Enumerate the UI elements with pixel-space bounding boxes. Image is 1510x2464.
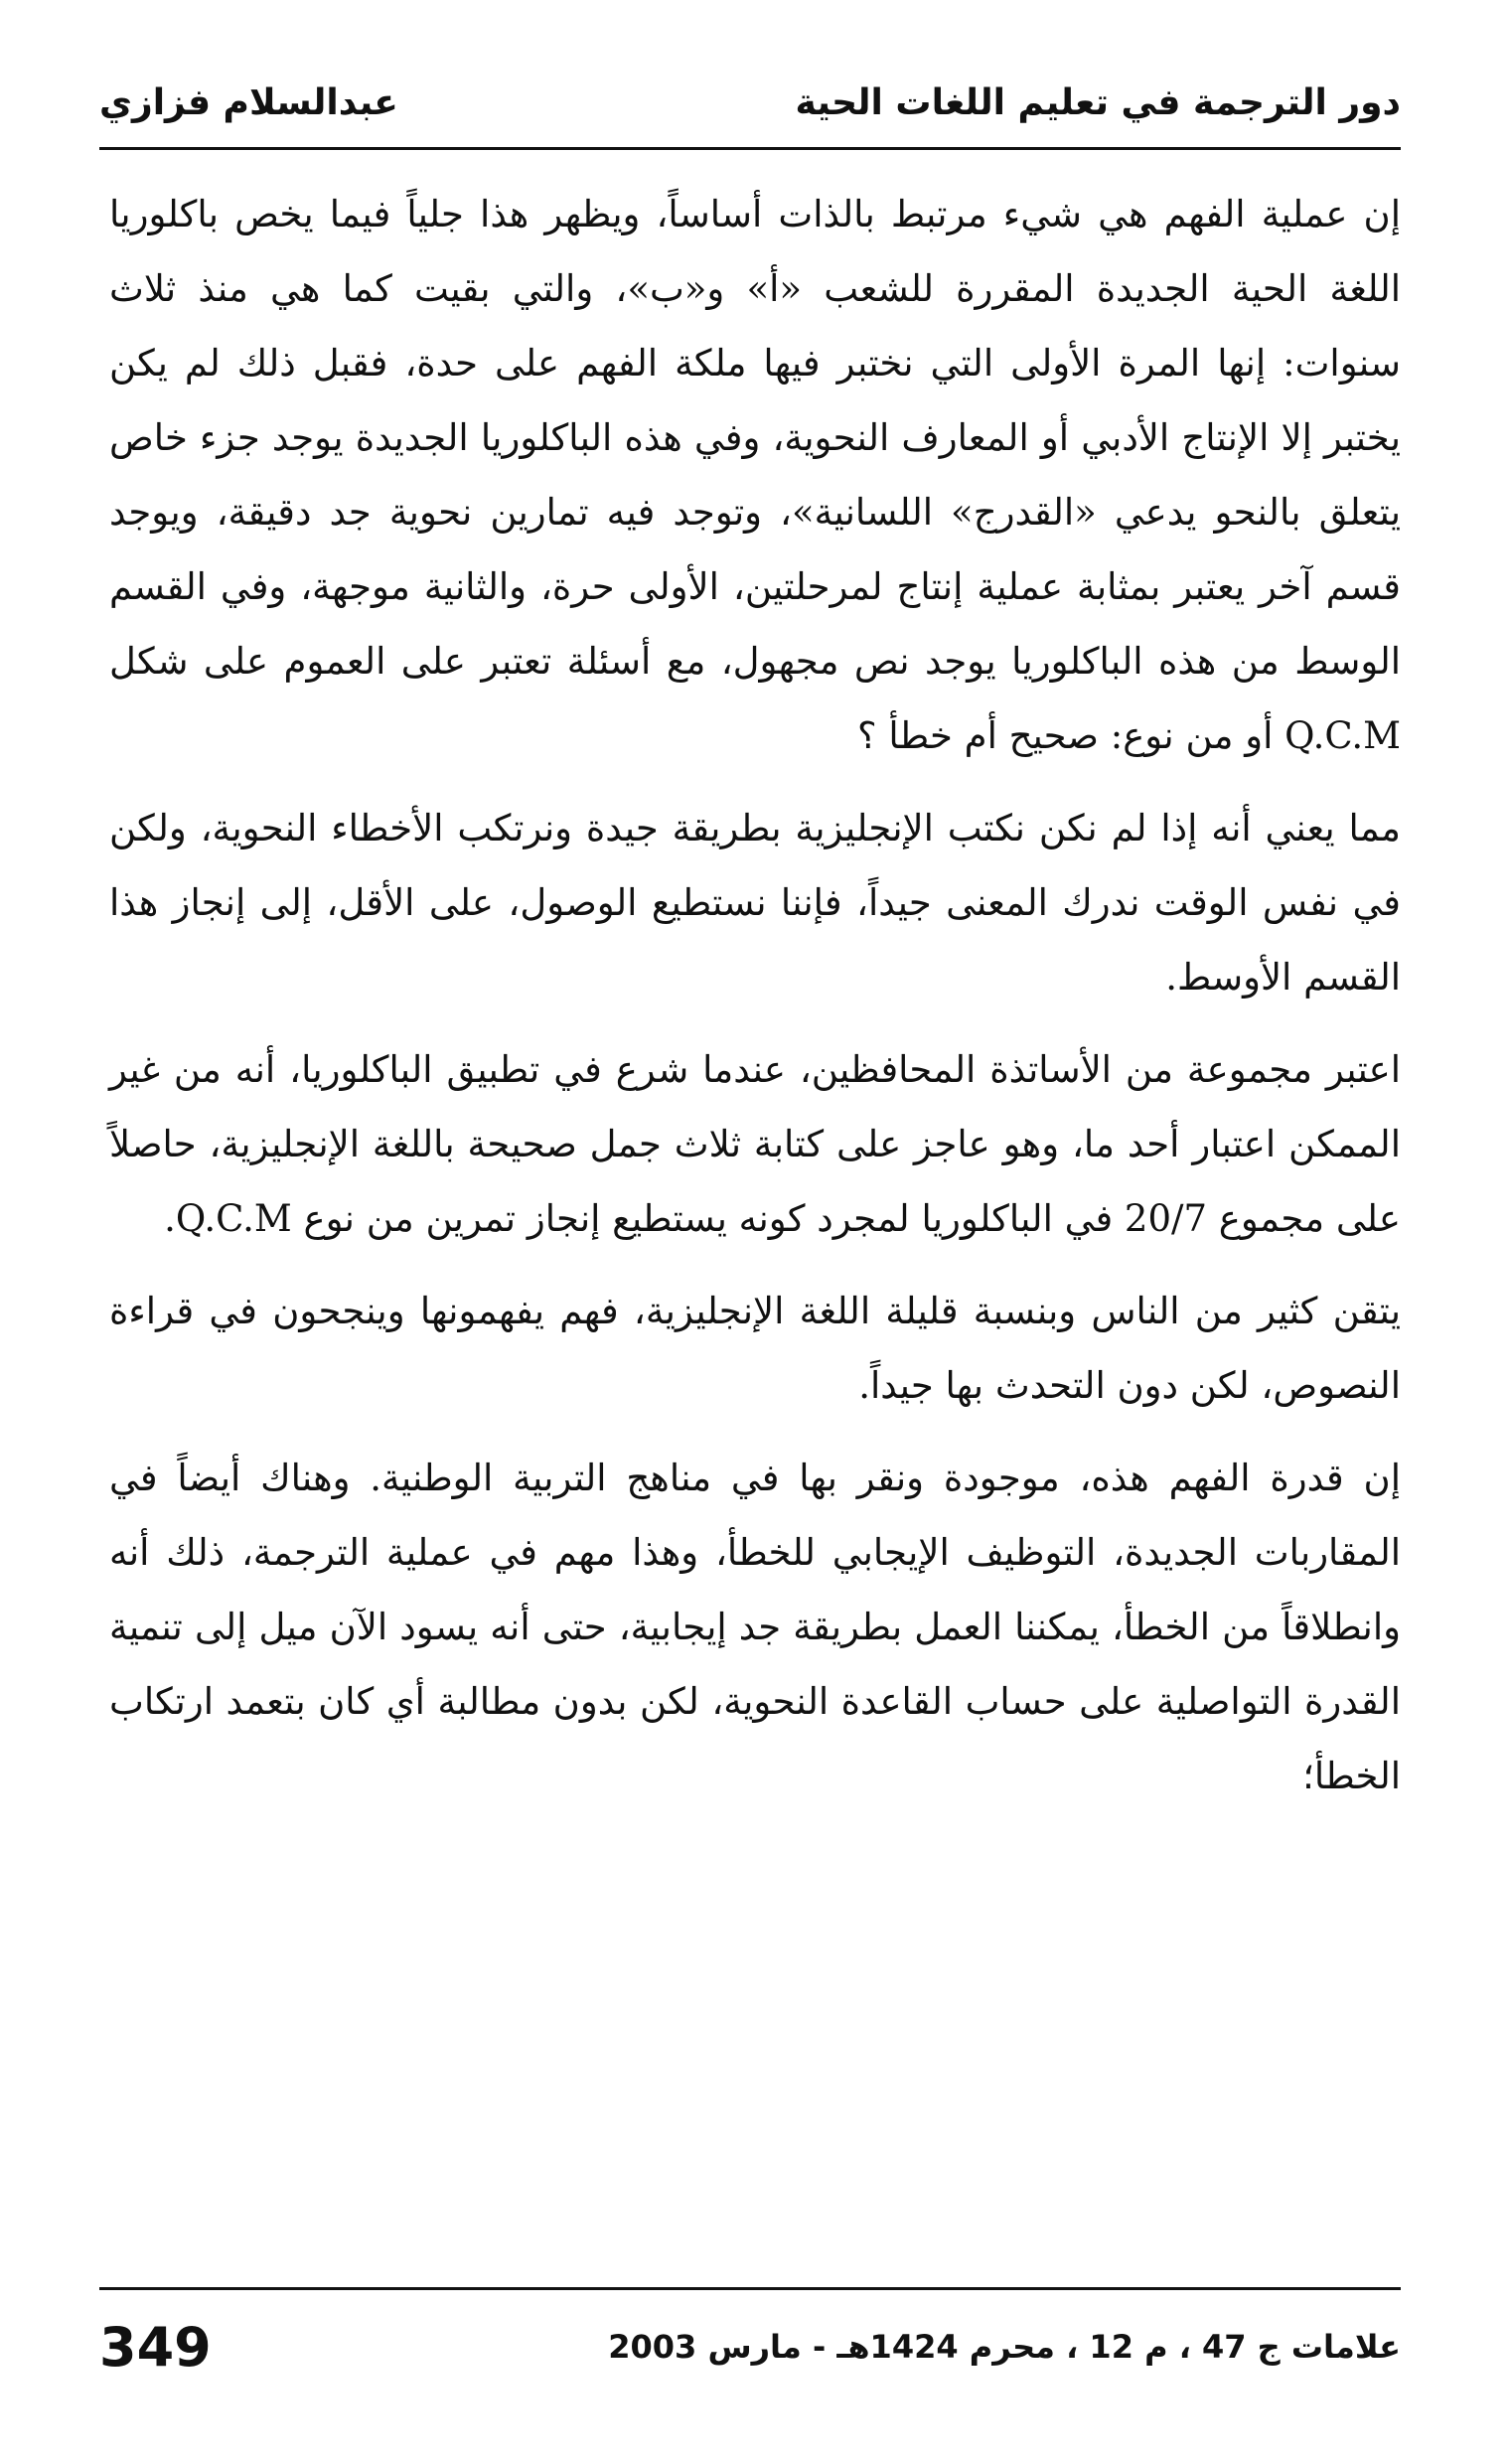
running-author: عبدالسلام فزازي <box>99 81 398 123</box>
page-footer <box>99 2307 1401 2387</box>
header-divider <box>99 147 1401 150</box>
footer-divider <box>99 2287 1401 2290</box>
paragraph: مما يعني أنه إذا لم نكن نكتب الإنجليزية بطريقة جيدة ونرتكب الأخطاء النحوية، ولكن في نفس الوقت ندرك المعنى جيداً، فإننا نستطيع الوصول، على الأقل، إلى إنجاز هذا القسم الأوسط. <box>109 807 1401 999</box>
running-header <box>99 68 1401 137</box>
paragraph: إن عملية الفهم هي شيء مرتبط بالذات أساساً، ويظهر هذا جلياً فيما يخص باكلوريا اللغة الحية الجديدة المقررة للشعب «أ» و«ب»، والتي بقيت كما هي منذ ثلاث سنوات: إنها المرة الأولى التي نختبر فيها ملكة الفهم على حدة، فقبل ذلك لم يكن يختبر إلا الإنتاج الأدبي أو المعارف النحوية، وفي هذه الباكلوريا الجديدة يوجد جزء خاص يتعلق بالنحو يدعي «القدرج» اللسانية»، وتوجد فيه تمارين نحوية جد دقيقة، ويوجد قسم آخر يعتبر بمثابة عملية إنتاج لمرحلتين، الأولى حرة، والثانية موجهة، وفي القسم الوسط من هذه الباكلوريا يوجد نص مجهول، مع أسئلة تعتبر على العموم على شكل Q.C.M أو من نوع: صحيح أم خطأ ؟ <box>109 193 1401 757</box>
paragraph: يتقن كثير من الناس وبنسبة قليلة اللغة الإنجليزية، فهم يفهمونها وينجحون في قراءة النصوص، لكن دون التحدث بها جيداً. <box>109 1290 1401 1407</box>
paragraph: إن قدرة الفهم هذه، موجودة ونقر بها في مناهج التربية الوطنية. وهناك أيضاً في المقاربات الجديدة، التوظيف الإيجابي للخطأ، وهذا مهم في عملية الترجمة، ذلك أنه وانطلاقاً من الخطأ، يمكننا العمل بطريقة جد إيجابية، حتى أنه يسود الآن ميل إلى تنمية القدرة التواصلية على حساب القاعدة النحوية، لكن بدون مطالبة أي كان بتعمد ارتكاب الخطأ؛ <box>109 1457 1401 1797</box>
running-title: دور الترجمة في تعليم اللغات الحية <box>795 81 1401 123</box>
page-number: 349 <box>99 2315 212 2379</box>
journal-citation: علامات ج 47 ، م 12 ، محرم 1424هـ - مارس 2003 <box>608 2328 1401 2366</box>
paragraph: اعتبر مجموعة من الأساتذة المحافظين، عندما شرع في تطبيق الباكلوريا، أنه من غير الممكن اعتبار أحد ما، وهو عاجز على كتابة ثلاث جمل صحيحة باللغة الإنجليزية، حاصلاً على مجموع 20/7 في الباكلوريا لمجرد كونه يستطيع إنجاز تمرين من نوع Q.C.M. <box>109 1048 1401 1240</box>
article-body <box>109 177 1401 1831</box>
